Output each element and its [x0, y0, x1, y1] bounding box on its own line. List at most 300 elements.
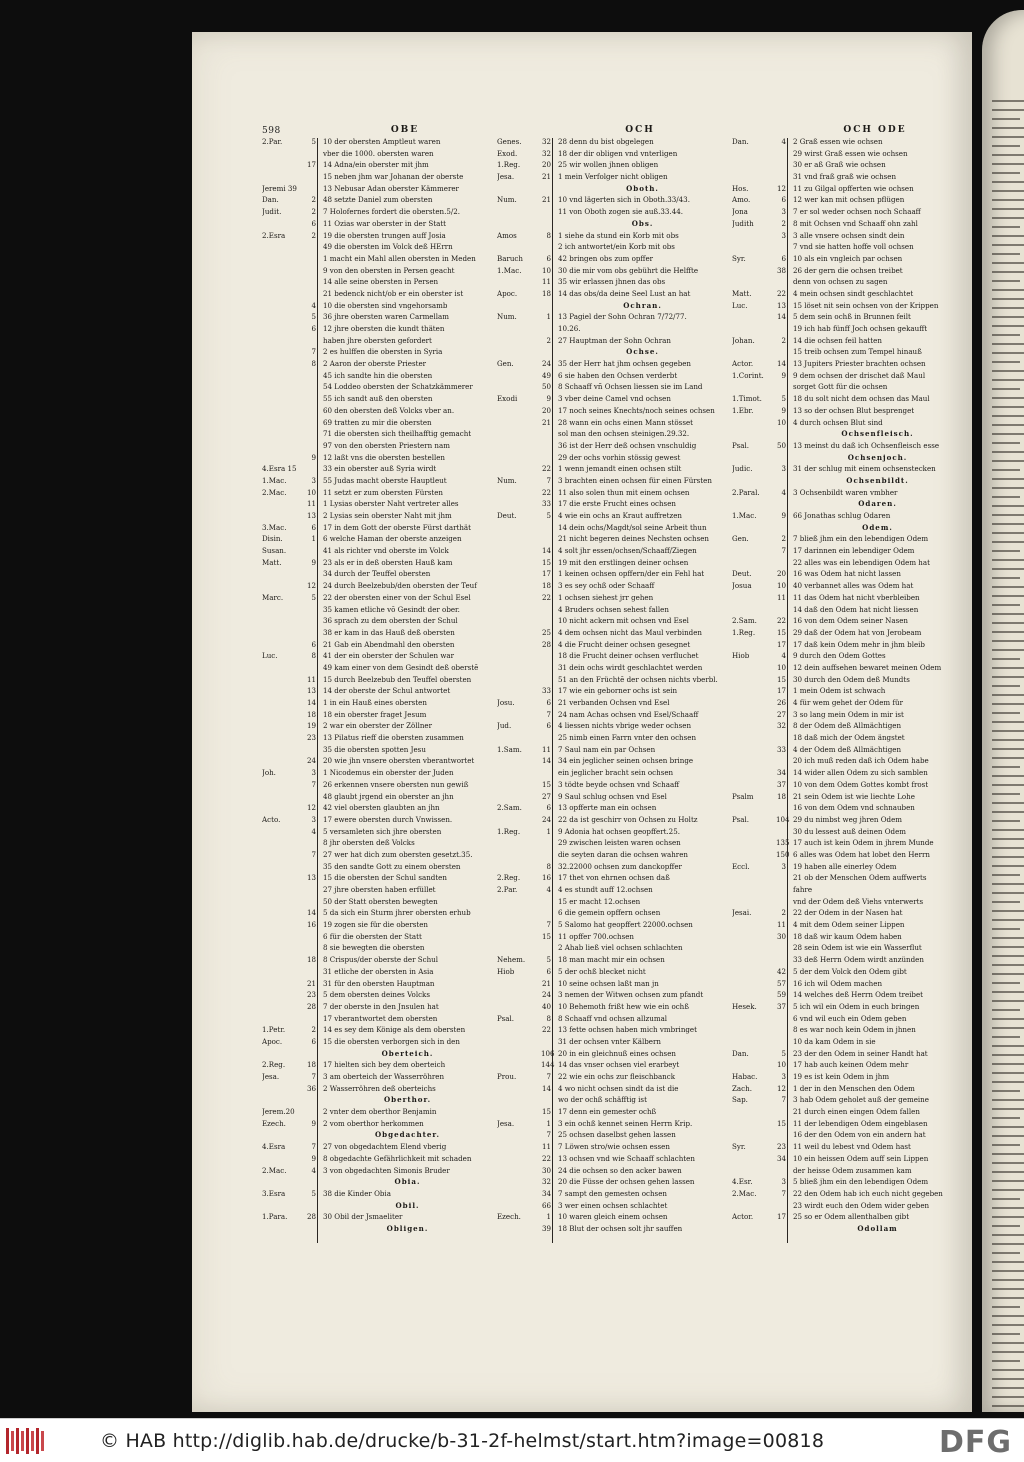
book-reference: [497, 370, 541, 382]
chapter-number: 7: [781, 1095, 786, 1105]
index-entry: [262, 861, 492, 873]
book-reference: Judit.: [262, 207, 282, 217]
book-reference: Ezech.: [497, 1212, 521, 1222]
chapter-number: 3: [311, 814, 316, 824]
book-reference: [497, 1223, 541, 1235]
chapter-number: [541, 604, 554, 616]
chapter-number: 2: [546, 335, 551, 345]
entry-text: 6 die gemein opffern ochsen: [558, 908, 661, 918]
book-reference: Nehem.: [497, 955, 526, 965]
chapter-number: 15: [541, 557, 551, 567]
chapter-number: [306, 1129, 319, 1141]
index-entry: [732, 720, 962, 732]
chapter-number: 18: [541, 581, 551, 591]
index-entry: [262, 557, 492, 569]
chapter-number: 3: [781, 230, 786, 240]
chapter-number: 22: [541, 1153, 551, 1163]
book-reference: [262, 989, 306, 1001]
chapter-number: 104: [776, 814, 790, 824]
index-entry: [262, 767, 492, 779]
book-reference: Deut.: [732, 569, 752, 579]
index-entry: [497, 779, 727, 791]
book-reference: 3.Mac.: [262, 522, 287, 532]
chapter-number: [776, 896, 789, 908]
chapter-number: [541, 346, 554, 358]
chapter-number: [776, 346, 789, 358]
book-reference: Jud.: [497, 721, 512, 731]
book-reference: [497, 557, 541, 569]
chapter-number: 11: [306, 674, 316, 684]
chapter-number: [776, 802, 789, 814]
book-reference: [497, 662, 541, 674]
book-reference: [497, 896, 541, 908]
index-entry: [497, 393, 727, 405]
entry-text: 21 Gab ein Abendmahl den obersten: [323, 639, 455, 649]
index-entry: [262, 978, 492, 990]
index-entry: [262, 276, 492, 288]
chapter-number: [541, 323, 554, 335]
chapter-number: 7: [546, 1130, 551, 1140]
index-entry: [497, 837, 727, 849]
entry-text: 3 tödte beyde ochsen vnd Schaaff: [558, 779, 680, 789]
index-entry: [497, 872, 727, 884]
book-reference: [732, 522, 776, 534]
chapter-number: 14: [776, 359, 786, 369]
chapter-number: 10: [306, 487, 316, 497]
index-entry: [732, 1165, 962, 1177]
index-entry: [497, 463, 727, 475]
index-entry: [497, 732, 727, 744]
chapter-number: [541, 662, 554, 674]
entry-text: 20 die Füsse der ochsen gehen lassen: [558, 1177, 695, 1187]
book-reference: [262, 639, 306, 651]
book-reference: 4.Esra 15: [262, 464, 297, 474]
index-entry: [732, 522, 962, 534]
index-entry: [732, 417, 962, 429]
index-entry: [497, 1129, 727, 1141]
chapter-number: [776, 826, 789, 838]
entry-text: 5 dem obersten deines Volcks: [323, 990, 430, 1000]
index-entry: [262, 1129, 492, 1141]
index-entry: [497, 300, 727, 312]
index-entry: [497, 1165, 727, 1177]
chapter-number: 33: [541, 499, 551, 509]
index-column-left: [262, 124, 492, 1235]
chapter-number: [306, 148, 319, 160]
book-reference: [497, 767, 541, 779]
book-reference: [732, 265, 776, 277]
entry-text: 69 tratten zu mir die obersten: [323, 417, 432, 427]
book-reference: 1.Corint.: [732, 370, 764, 380]
chapter-number: 28: [306, 1212, 316, 1222]
chapter-number: 27: [541, 791, 551, 801]
chapter-number: 4: [311, 300, 316, 310]
index-entry: [262, 1153, 492, 1165]
book-reference: Johan.: [732, 335, 755, 345]
book-reference: [262, 218, 306, 230]
index-entry: [497, 942, 727, 954]
entry-text: 10 Behemoth frißt hew wie ein ochß: [558, 1001, 689, 1011]
book-reference: [262, 159, 306, 171]
index-entry: [497, 966, 727, 978]
chapter-number: 32: [541, 137, 551, 146]
entry-text: 11 setzt er zum obersten Fürsten: [323, 487, 443, 497]
book-reference: [732, 1153, 776, 1165]
copyright-link[interactable]: © HAB http://diglib.hab.de/drucke/b-31-2f-helmst/start.htm?image=00818: [100, 1429, 825, 1452]
entry-text: haben jhre obersten gefordert: [323, 335, 432, 345]
index-entry: [262, 615, 492, 627]
book-reference: [732, 381, 776, 393]
book-reference: [262, 498, 306, 510]
entry-text: sol man den ochsen steinigen.29.32.: [558, 429, 690, 439]
index-entry: [262, 966, 492, 978]
chapter-number: 24: [541, 990, 551, 1000]
entry-text: 25 wir wollen jhnen obligen: [558, 160, 659, 170]
entry-text: 8 Schaaff vñ Ochsen liessen sie im Land: [558, 382, 703, 392]
index-entry: [732, 136, 962, 148]
chapter-number: 7: [311, 1142, 316, 1152]
entry-text: 35 kamen etliche vō Gesindt der ober.: [323, 604, 460, 614]
index-entry: [732, 580, 962, 592]
index-entry: [497, 159, 727, 171]
index-entry: [262, 393, 492, 405]
index-entry: [497, 568, 727, 580]
chapter-number: [776, 475, 789, 487]
index-entry: [262, 311, 492, 323]
book-reference: [497, 755, 541, 767]
chapter-number: 22: [776, 288, 786, 298]
index-entry: [497, 510, 727, 522]
chapter-number: 1: [546, 826, 551, 836]
entry-text: 13 Pagiel der Sohn Ochran 7/72/77.: [558, 312, 687, 322]
index-entry: [262, 1106, 492, 1118]
index-entry: [732, 241, 962, 253]
book-reference: Josu.: [497, 698, 515, 707]
book-reference: 2.Mac.: [732, 1188, 757, 1198]
hab-logo-icon[interactable]: [6, 1424, 48, 1458]
entry-text: 29 daß der Odem hat von Jerobeam: [793, 627, 922, 637]
book-reference: [497, 1059, 541, 1071]
chapter-number: 3: [781, 861, 786, 871]
entry-text: 25 so er Odem allenthalben gibt: [793, 1212, 910, 1222]
entry-text: 3 von obgedachten Simonis Bruder: [323, 1165, 450, 1175]
column-header: OCH ODE: [843, 125, 907, 135]
book-reference: [497, 522, 541, 534]
book-reference: [262, 849, 306, 861]
chapter-number: [776, 942, 789, 954]
index-entry: [262, 475, 492, 487]
book-reference: [497, 1141, 541, 1153]
index-entry: [732, 849, 962, 861]
entry-text: 1 der in den Menschen den Odem: [793, 1083, 915, 1093]
index-entry: [497, 452, 727, 464]
book-reference: Psalm: [732, 791, 754, 801]
book-reference: [732, 989, 776, 1001]
index-entry: [262, 1024, 492, 1036]
chapter-number: [541, 206, 554, 218]
book-reference: Jeremi 39: [262, 183, 297, 193]
chapter-number: 15: [776, 1118, 786, 1128]
chapter-number: [306, 627, 319, 639]
index-entry: [497, 265, 727, 277]
entry-text: 2 vnter dem oberthor Benjamin: [323, 1107, 437, 1117]
book-reference: [497, 779, 541, 791]
entry-text: 11 das Odem hat nicht vberbleiben: [793, 592, 920, 602]
book-reference: Judic.: [732, 464, 753, 474]
entry-text: 8 der Odem deß Allmächtigen: [793, 721, 902, 731]
entry-text: 36 ist der Herr deß ochsen vnschuldig: [558, 440, 697, 450]
entry-list: [497, 136, 727, 1235]
book-reference: 1.Ebr.: [732, 405, 754, 415]
index-entry: [262, 487, 492, 499]
book-reference: [497, 919, 541, 931]
entry-text: 4 solt jhr essen/ochsen/Schaaff/Ziegen: [558, 546, 697, 556]
chapter-number: 32: [541, 148, 551, 158]
chapter-number: [541, 452, 554, 464]
book-reference: [262, 405, 306, 417]
book-reference: 1.Timot.: [732, 394, 762, 404]
entry-text: 29 der ochs vorhin stössig gewest: [558, 452, 681, 462]
entry-text: 12 jhre obersten die kundt thäten: [323, 324, 445, 333]
index-entry: [497, 697, 727, 709]
entry-headword: Ochran.: [623, 300, 662, 310]
index-entry: [262, 381, 492, 393]
index-entry: [732, 884, 962, 896]
entry-text: 18 der dir obligen vnd vnterligen: [558, 148, 678, 158]
book-reference: [732, 323, 776, 335]
index-entry: [497, 791, 727, 803]
chapter-number: 150: [776, 849, 790, 859]
chapter-number: 13: [306, 873, 316, 883]
book-reference: [732, 826, 776, 838]
book-reference: Jerem.20: [262, 1107, 295, 1117]
index-entry: [497, 685, 727, 697]
book-reference: Matt.: [262, 557, 282, 567]
entry-text: sorget Gott für die ochsen: [793, 382, 888, 392]
index-entry: [262, 872, 492, 884]
entry-text: 13 ochsen vnd wie Schaaff schlachten: [558, 1153, 695, 1163]
chapter-number: [776, 323, 789, 335]
entry-text: 14 es sey dem Könige als dem obersten: [323, 1025, 466, 1035]
index-entry: [497, 767, 727, 779]
chapter-number: 20: [776, 569, 786, 579]
book-reference: [497, 674, 541, 686]
book-reference: [497, 1036, 541, 1048]
book-reference: 1.Petr.: [262, 1025, 286, 1035]
book-reference: [732, 779, 776, 791]
book-reference: [262, 755, 306, 767]
entry-text: 15 treib ochsen zum Tempel hinauß: [793, 347, 922, 357]
index-entry: [262, 779, 492, 791]
book-reference: [497, 861, 541, 873]
book-reference: [262, 826, 306, 838]
index-entry: [732, 604, 962, 616]
entry-text: 10 ein heissen Odem auff sein Lippen: [793, 1153, 929, 1163]
entry-text: 97 von den obersten Priestern nam: [323, 440, 450, 450]
entry-text: 3 alle vnsere ochsen sindt dein: [793, 230, 905, 240]
entry-text: 26 erkennen vnsere obersten nun gewiß: [323, 779, 469, 789]
entry-text: 13 Nebusar Adan oberster Kämmerer: [323, 183, 459, 193]
chapter-number: 14: [541, 756, 551, 766]
index-entry: [262, 510, 492, 522]
index-entry: [497, 989, 727, 1001]
book-reference: Susan.: [262, 546, 287, 556]
chapter-number: 17: [306, 160, 316, 170]
entry-text: 18 daß mich der Odem ängstet: [793, 733, 905, 743]
index-entry: [262, 1118, 492, 1130]
index-entry: [732, 463, 962, 475]
entry-text: vber die 1000. obersten waren: [323, 148, 434, 158]
book-reference: Habac.: [732, 1072, 758, 1081]
chapter-number: [306, 405, 319, 417]
entry-text: 35 wir erlassen jhnen das obs: [558, 277, 666, 287]
entry-text: 35 den sandte Gott zu einem obersten: [323, 861, 461, 871]
adjacent-page-edge: [982, 10, 1024, 1412]
index-entry: [497, 1094, 727, 1106]
index-entry: [497, 1188, 727, 1200]
book-reference: Exod.: [497, 148, 518, 158]
book-reference: [262, 1223, 306, 1235]
book-reference: [262, 662, 306, 674]
book-reference: [262, 276, 306, 288]
book-reference: [732, 709, 776, 721]
entry-text: 7 Saul nam ein par Ochsen: [558, 744, 656, 754]
chapter-number: 9: [311, 1118, 316, 1128]
index-entry: [497, 522, 727, 534]
chapter-number: 1: [546, 312, 551, 322]
index-entry: [497, 335, 727, 347]
entry-text: 30 die mir vom obs gebührt die Helffte: [558, 265, 699, 275]
dfg-logo[interactable]: DFG: [938, 1425, 1012, 1460]
book-reference: [497, 300, 541, 312]
entry-text: 1 mein Odem ist schwach: [793, 686, 886, 696]
entry-text: 25 ochsen daselbst gehen lassen: [558, 1130, 676, 1140]
index-entry: [732, 1083, 962, 1095]
entry-text: 21 ob der Menschen Odem auffwerts: [793, 873, 927, 883]
entry-text: 71 die obersten sich theilhafftig gemacht: [323, 429, 472, 439]
entry-text: 55 Judas macht oberste Hauptleut: [323, 475, 447, 485]
chapter-number: 16: [541, 873, 551, 883]
book-reference: [497, 498, 541, 510]
page-number: 598: [262, 126, 281, 136]
book-reference: Josua: [732, 581, 752, 591]
entry-text: 48 glaubt jrgend ein oberster an jhn: [323, 791, 454, 801]
index-entry: [732, 779, 962, 791]
index-entry: [262, 650, 492, 662]
index-entry: [497, 1048, 727, 1060]
book-reference: 2.Mac.: [262, 487, 287, 497]
index-entry: [497, 662, 727, 674]
entry-text: 60 den obersten deß Volcks vber an.: [323, 405, 455, 415]
index-entry: [497, 1223, 727, 1235]
entry-text: 17 hab auch keinen Odem mehr: [793, 1060, 909, 1070]
chapter-number: [306, 428, 319, 440]
chapter-number: 38: [776, 265, 786, 275]
chapter-number: 6: [781, 195, 786, 205]
chapter-number: [306, 171, 319, 183]
chapter-number: [776, 452, 789, 464]
chapter-number: 7: [546, 475, 551, 485]
entry-text: der heisse Odem zusammen kam: [793, 1165, 912, 1175]
entry-text: 10 von dem Odem Gottes kombt frost: [793, 779, 929, 789]
index-entry: [732, 639, 962, 651]
entry-text: 66 Jonathas schlug Odaren: [793, 511, 891, 520]
book-reference: [262, 604, 306, 616]
index-entry: [262, 1188, 492, 1200]
chapter-number: 14: [541, 546, 551, 556]
chapter-number: 19: [306, 721, 316, 731]
entry-text: 2 vom oberthor herkommen: [323, 1118, 424, 1128]
chapter-number: 7: [546, 709, 551, 719]
chapter-number: [541, 1036, 554, 1048]
book-reference: [732, 849, 776, 861]
book-reference: Dan.: [732, 1048, 749, 1058]
book-reference: [497, 942, 541, 954]
index-entry: [732, 1013, 962, 1025]
index-entry: [732, 650, 962, 662]
index-entry: [497, 744, 727, 756]
book-reference: [732, 639, 776, 651]
book-reference: Judith: [732, 218, 754, 228]
index-entry: [732, 615, 962, 627]
index-entry: [732, 1036, 962, 1048]
book-reference: [262, 884, 306, 896]
book-reference: [262, 171, 306, 183]
entry-text: 2 es hulffen die obersten in Syria: [323, 347, 443, 357]
book-reference: [732, 884, 776, 896]
chapter-number: 6: [546, 253, 551, 263]
index-entry: [262, 942, 492, 954]
book-reference: [497, 1188, 541, 1200]
index-entry: [732, 288, 962, 300]
entry-text: 14 welches deß Herrn Odem treibet: [793, 990, 924, 1000]
index-entry: [732, 265, 962, 277]
entry-text: 17 vberantwortet dem obersten: [323, 1013, 438, 1023]
index-entry: [732, 381, 962, 393]
index-entry: [497, 183, 727, 195]
chapter-number: 24: [541, 359, 551, 369]
index-entry: [497, 720, 727, 732]
book-reference: Actor.: [732, 1212, 754, 1222]
entry-text: 14 die ochsen feil hatten: [793, 335, 882, 345]
chapter-number: [776, 604, 789, 616]
chapter-number: [541, 767, 554, 779]
index-entry: [732, 1024, 962, 1036]
chapter-number: 2: [311, 1025, 316, 1035]
book-reference: Joh.: [262, 768, 276, 778]
entry-list: [262, 136, 492, 1235]
entry-text: 31 der schlug mit einem ochsenstecken: [793, 464, 936, 474]
book-reference: Sap.: [732, 1095, 748, 1105]
index-entry: [497, 253, 727, 265]
chapter-number: 21: [541, 417, 551, 427]
entry-text: 3 nemen der Witwen ochsen zum pfandt: [558, 990, 704, 1000]
chapter-number: [776, 522, 789, 534]
index-entry: [732, 276, 962, 288]
chapter-number: 22: [541, 1025, 551, 1035]
index-entry: [497, 533, 727, 545]
index-entry: [262, 148, 492, 160]
index-entry: [732, 533, 962, 545]
book-reference: [732, 1200, 776, 1212]
chapter-number: 9: [781, 405, 786, 415]
book-reference: [732, 148, 776, 160]
index-entry: [262, 720, 492, 732]
chapter-number: [776, 884, 789, 896]
entry-text: 16 ich wil Odem machen: [793, 978, 883, 988]
entry-text: 22 da ist geschirr von Ochsen zu Holtz: [558, 814, 698, 824]
entry-text: 2 Graß essen wie ochsen: [793, 137, 883, 146]
